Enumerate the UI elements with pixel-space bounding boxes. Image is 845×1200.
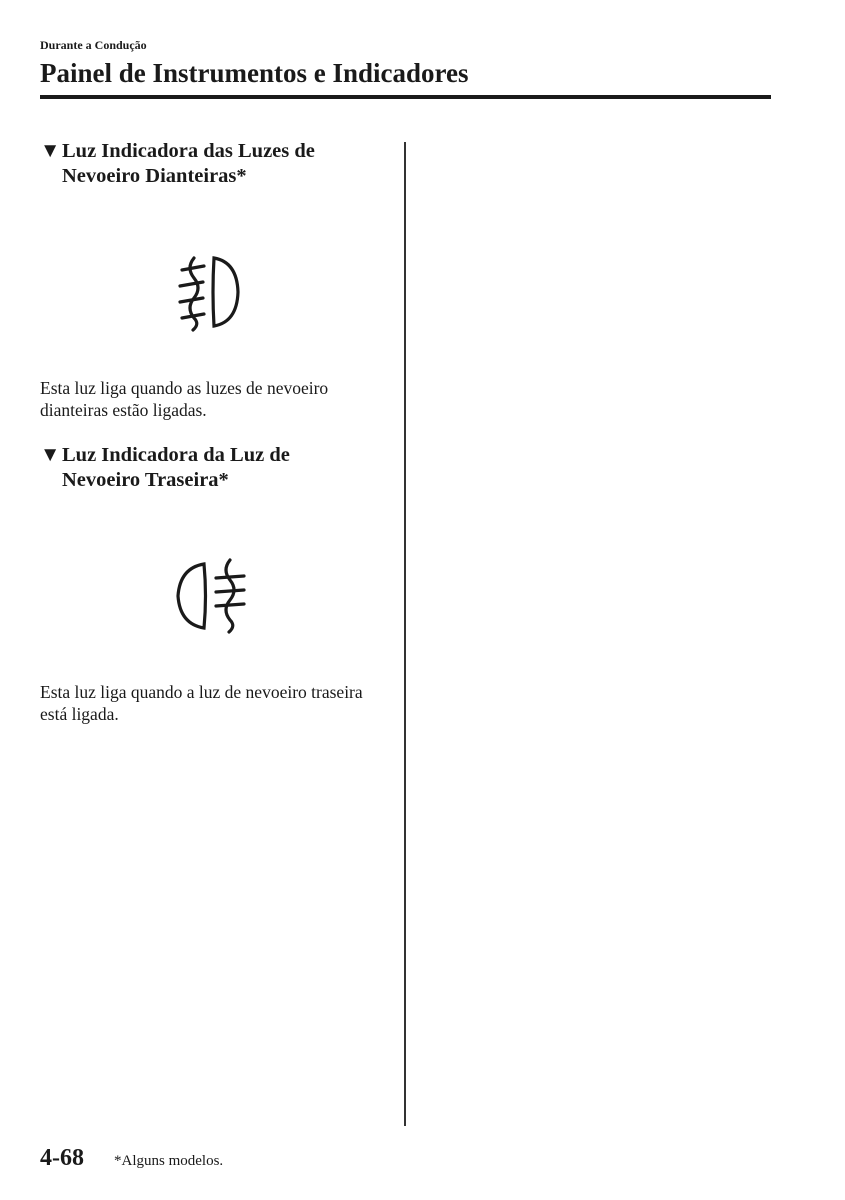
section-body-rear-fog: Esta luz liga quando a luz de nevoeiro traseira está ligada. (40, 682, 363, 724)
section-body-front-fog: Esta luz liga quando as luzes de nevoeiro dianteiras estão ligadas. (40, 378, 329, 420)
front-fog-light-icon (172, 252, 246, 332)
column-divider (404, 142, 406, 1126)
section-heading-line: Luz Indicadora das Luzes de (62, 140, 315, 162)
section-heading-rear-fog (40, 443, 390, 493)
breadcrumb: Durante a Condução (40, 38, 147, 52)
footnote: *Alguns modelos. (114, 1153, 224, 1169)
title-rule (40, 95, 771, 99)
page-number: 4-68 (40, 1145, 84, 1171)
rear-fog-light-icon (172, 556, 248, 634)
section-heading-line: Luz Indicadora da Luz de (62, 444, 290, 466)
section-marker: ▼ (40, 444, 61, 466)
section-heading-front-fog (40, 139, 390, 189)
section-heading-line: Nevoeiro Traseira* (62, 469, 229, 491)
section-heading-line: Nevoeiro Dianteiras* (62, 165, 247, 187)
page-title: Painel de Instrumentos e Indicadores (40, 58, 469, 88)
section-marker: ▼ (40, 140, 61, 162)
